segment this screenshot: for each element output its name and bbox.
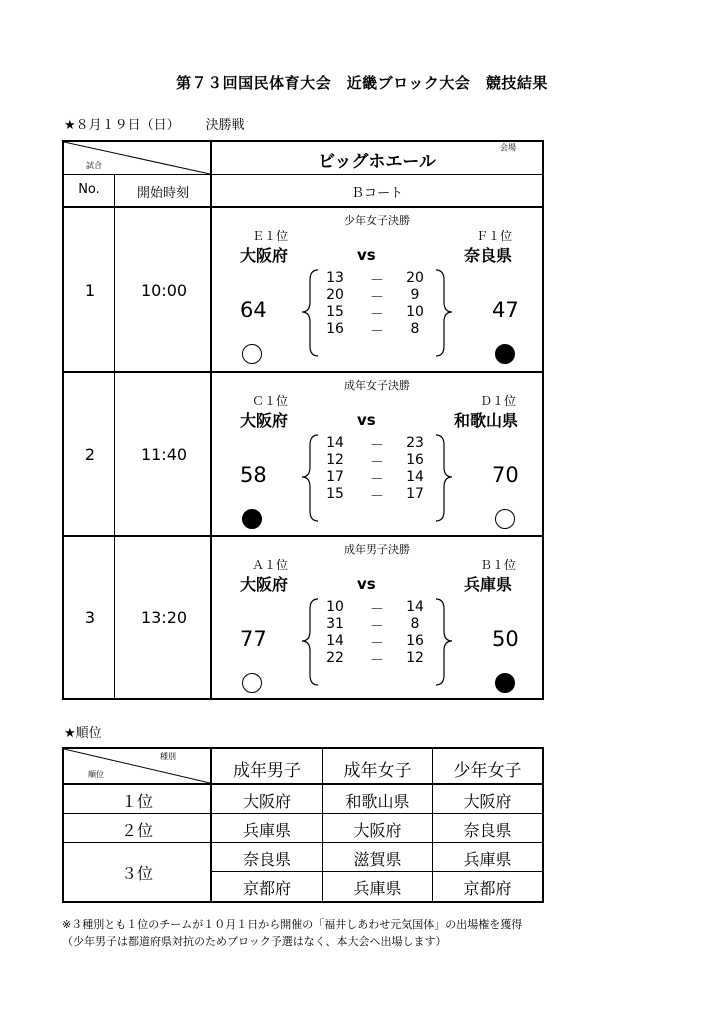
quarter-score: 10 － 14: [326, 599, 424, 618]
left-result-mark: [242, 344, 262, 364]
date-line: [64, 114, 271, 133]
right-team: 和歌山県: [454, 411, 519, 430]
match-time: 11:40: [140, 445, 188, 464]
ranking-cell: 京都府: [463, 879, 512, 898]
column-header: 成年女子: [343, 761, 412, 781]
ranking-table: [62, 747, 544, 903]
ranking-cell: 大阪府: [353, 821, 402, 840]
left-result-mark: [242, 673, 262, 693]
ranking-cell: 奈良県: [463, 821, 512, 840]
right-result-mark: [495, 509, 515, 529]
right-team: 奈良県: [464, 246, 513, 265]
match-no: 2: [84, 445, 96, 464]
left-team: 大阪府: [240, 246, 289, 265]
diag-match-label: 試合: [86, 161, 102, 170]
ranking-cell: 兵庫県: [353, 879, 402, 898]
match-no: 1: [84, 281, 96, 300]
venue-name: ビッグホエール: [318, 152, 436, 172]
quarter-score: 15 － 10: [326, 304, 424, 323]
ranking-cell: 滋賀県: [353, 850, 402, 869]
diagonal-header-line: [64, 749, 210, 783]
left-total: 64: [240, 298, 267, 322]
rank-label: １位: [120, 792, 153, 811]
right-result-mark: [495, 344, 515, 364]
match-card: [212, 208, 542, 371]
footnote: （少年男子は都道府県対抗のためブロック予選はなく、本大会へ出場します）: [62, 935, 447, 948]
vs-label: vs: [357, 575, 376, 593]
diag-venue-label: 会場: [500, 143, 516, 152]
left-team: 大阪府: [240, 575, 289, 594]
right-total: 50: [492, 627, 519, 651]
left-total: 58: [240, 463, 267, 487]
match-date: ★８月１９日（日）: [64, 118, 180, 133]
right-total: 47: [492, 298, 519, 322]
rank-label: ３位: [120, 864, 153, 883]
left-result-mark: [242, 509, 262, 529]
match-time: 10:00: [140, 281, 188, 300]
page-title: 第７３回国民体育大会 近畿ブロック大会 競技結果: [176, 74, 548, 92]
right-rank: Ｂ１位: [479, 558, 516, 572]
left-team: 大阪府: [240, 411, 289, 430]
right-total: 70: [492, 463, 519, 487]
ranking-cell: 和歌山県: [345, 792, 410, 811]
ranking-cell: 京都府: [242, 879, 291, 898]
quarter-score: 17 － 14: [326, 469, 424, 488]
left-rank: Ｅ１位: [251, 229, 288, 243]
match-card: [212, 373, 542, 535]
match-time: 13:20: [140, 608, 188, 627]
rank-label: ２位: [120, 821, 153, 840]
column-header: 少年女子: [453, 761, 522, 781]
ranking-cell: 兵庫県: [463, 850, 512, 869]
right-rank: Ｄ１位: [479, 394, 516, 408]
right-result-mark: [495, 673, 515, 693]
right-team: 兵庫県: [464, 575, 513, 594]
left-total: 77: [240, 627, 267, 651]
match-card: [212, 537, 542, 698]
quarter-score: 15 － 17: [326, 486, 424, 505]
column-header: 成年男子: [233, 761, 301, 781]
match-category: 成年男子決勝: [344, 543, 410, 556]
quarter-score: 14 － 23: [326, 435, 424, 454]
left-rank: Ｃ１位: [251, 394, 288, 408]
ranking-cell: 大阪府: [242, 792, 291, 811]
ranking-cell: 奈良県: [242, 850, 291, 869]
quarter-score: 14 － 16: [326, 633, 424, 652]
match-category: 成年女子決勝: [344, 379, 410, 392]
match-category: 少年女子決勝: [344, 214, 410, 227]
left-rank: Ａ１位: [251, 558, 288, 572]
quarter-score: 16 － 8: [326, 321, 420, 340]
quarter-score: 20 － 9: [326, 287, 420, 306]
results-table: [62, 140, 544, 700]
quarter-score: 12 － 16: [326, 452, 424, 471]
vs-label: vs: [357, 246, 376, 264]
diag-rank-label: 順位: [88, 770, 104, 779]
ranking-cell: 兵庫県: [242, 821, 291, 840]
quarter-score: 13 － 20: [326, 270, 424, 289]
diag-category-label: 種別: [160, 752, 176, 761]
ranking-cell: 大阪府: [463, 792, 512, 811]
time-header: 開始時刻: [136, 186, 189, 201]
quarter-score: 22 － 12: [326, 650, 424, 669]
footnote: ※３種別とも１位のチームが１０月１日から開催の「福井しあわせ元気国体」の出場権を獲得: [62, 918, 523, 931]
quarter-score: 31 － 8: [326, 616, 420, 635]
match-no: 3: [84, 608, 96, 627]
court-name: Ｂコート: [350, 186, 403, 201]
vs-label: vs: [357, 411, 376, 429]
no-header: No.: [78, 182, 100, 197]
right-rank: Ｆ１位: [475, 229, 512, 243]
round-label: 決勝戦: [205, 118, 245, 133]
ranking-heading: ★順位: [64, 726, 102, 741]
